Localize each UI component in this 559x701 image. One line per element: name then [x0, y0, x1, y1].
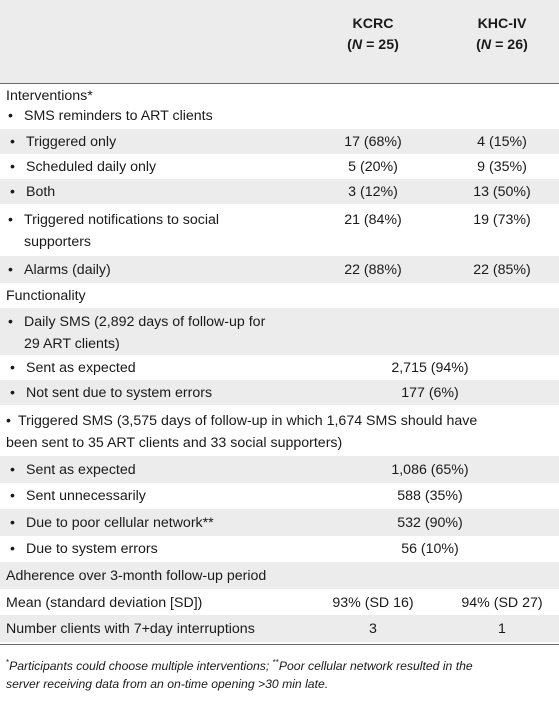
bullet-icon: •	[10, 184, 15, 200]
row-label: • Scheduled daily only	[10, 159, 157, 175]
cell-khc-iv: 9 (35%)	[477, 159, 527, 175]
bullet-icon: •	[8, 108, 13, 124]
row-label: • Triggered notifications to social	[8, 212, 220, 228]
row-label: • SMS reminders to ART clients	[8, 108, 213, 124]
row-label-continued: 29 ART clients)	[24, 336, 120, 352]
bullet-icon: •	[10, 134, 15, 150]
row-label: • Triggered only	[10, 134, 117, 150]
column-n: (N = 25)	[347, 37, 399, 53]
row-label: • Daily SMS (2,892 days of follow-up for	[8, 314, 266, 330]
bullet-icon: •	[8, 262, 13, 278]
row-label-continued: supporters	[24, 234, 92, 250]
row-label: Mean (standard deviation [SD])	[6, 595, 203, 611]
row-label: • Alarms (daily)	[8, 262, 111, 278]
column-header-khc-iv	[448, 14, 556, 56]
bullet-icon: •	[8, 212, 13, 228]
bullet-icon: •	[10, 385, 15, 401]
footnote-line-1: *Participants could choose multiple interventions; **Poor cellular network resulted in the	[6, 657, 473, 673]
row-label: • Sent unnecessarily	[10, 488, 146, 504]
cell-kcrc: 5 (20%)	[348, 159, 398, 175]
cell-combined: 2,715 (94%)	[391, 360, 469, 376]
row-label: • Triggered SMS (3,575 days of follow-up in which 1,674 SMS should have	[6, 413, 478, 429]
table-footnote	[6, 657, 554, 693]
row-label: • Due to system errors	[10, 541, 158, 557]
cell-khc-iv: 4 (15%)	[477, 134, 527, 150]
cell-combined: 532 (90%)	[397, 515, 463, 531]
bullet-icon: •	[10, 360, 15, 376]
column-header-kcrc	[298, 14, 448, 56]
cell-khc-iv: 13 (50%)	[473, 184, 531, 200]
cell-kcrc: 3 (12%)	[348, 184, 398, 200]
section-label-functionality: Functionality	[6, 288, 86, 304]
bullet-icon: •	[8, 314, 13, 330]
bullet-icon: •	[10, 541, 15, 557]
row-label: • Sent as expected	[10, 360, 136, 376]
cell-combined: 588 (35%)	[397, 488, 463, 504]
cell-kcrc: 3	[369, 621, 377, 637]
cell-khc-iv: 19 (73%)	[473, 212, 531, 228]
bullet-icon: •	[6, 413, 11, 429]
bullet-icon: •	[10, 488, 15, 504]
cell-combined: 177 (6%)	[401, 385, 459, 401]
cell-combined: 56 (10%)	[401, 541, 459, 557]
cell-khc-iv: 22 (85%)	[473, 262, 531, 278]
bullet-icon: •	[10, 462, 15, 478]
column-n: (N = 26)	[476, 37, 528, 53]
row-label: Number clients with 7+day interruptions	[6, 621, 255, 637]
cell-kcrc: 93% (SD 16)	[332, 595, 414, 611]
row-label-continued: been sent to 35 ART clients and 33 social supporters)	[6, 435, 343, 451]
row-label: • Not sent due to system errors	[10, 385, 213, 401]
bullet-icon: •	[10, 515, 15, 531]
row-label: • Sent as expected	[10, 462, 136, 478]
bottom-rule	[0, 644, 559, 645]
cell-khc-iv: 94% (SD 27)	[461, 595, 543, 611]
cell-kcrc: 22 (88%)	[344, 262, 402, 278]
row-label: • Both	[10, 184, 56, 200]
section-label-adherence: Adherence over 3-month follow-up period	[6, 568, 267, 584]
footnote-line-2: server receiving data from an on-time opening >30 min late.	[6, 677, 329, 691]
cell-kcrc: 17 (68%)	[344, 134, 402, 150]
column-title: KCRC	[352, 16, 394, 32]
cell-khc-iv: 1	[498, 621, 506, 637]
column-title: KHC-IV	[477, 16, 527, 32]
cell-combined: 1,086 (65%)	[391, 462, 469, 478]
bullet-icon: •	[10, 159, 15, 175]
cell-kcrc: 21 (84%)	[344, 212, 402, 228]
section-label-interventions: Interventions*	[6, 88, 93, 104]
row-label: • Due to poor cellular network**	[10, 515, 214, 531]
